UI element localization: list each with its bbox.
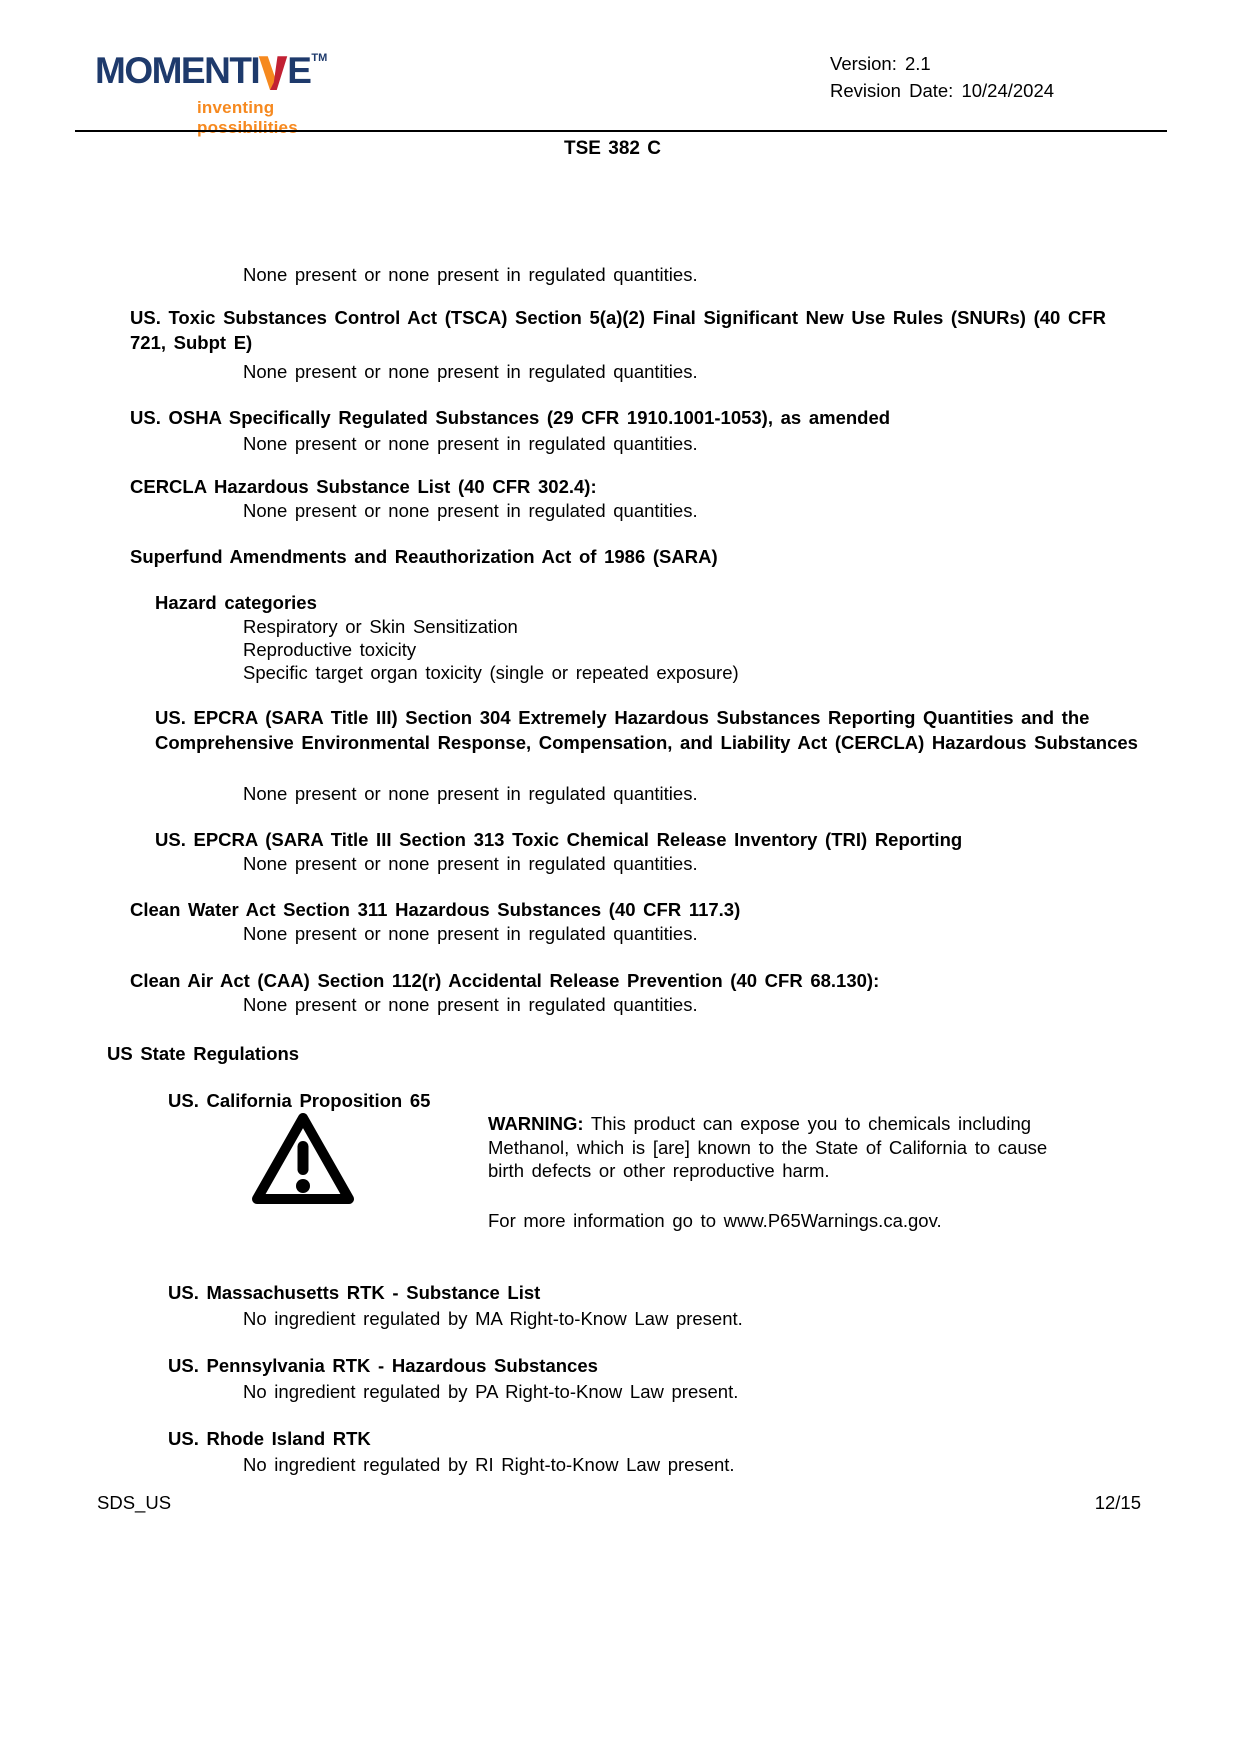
prop65-warning-paragraph [488,1112,1088,1183]
version-text: Version: 2.1 [830,53,931,74]
intro-none-present: None present or none present in regulated quantities. [243,264,698,285]
revision-date-text: Revision Date: 10/24/2024 [830,80,1055,101]
osha-heading: US. OSHA Specifically Regulated Substances (29 CFR 1910.1001-1053), as amended [130,407,891,428]
brand-text-right: E [287,50,311,91]
hazard-category-item: Specific target organ toxicity (single or repeated exposure) [243,662,739,683]
clean-air-heading: Clean Air Act (CAA) Section 112(r) Accidental Release Prevention (40 CFR 68.130): [130,970,880,991]
epcra-304-heading: US. EPCRA (SARA Title III) Section 304 Extremely Hazardous Substances Reporting Quantities and the Comprehensive Environmental Response, Compensation, and Liability Act (CERCLA) Hazardous Substances [155,707,1138,753]
tsca-body: None present or none present in regulated quantities. [243,361,698,382]
rhode-island-rtk-body: No ingredient regulated by RI Right-to-Know Law present. [243,1454,735,1475]
warning-triangle-icon [250,1110,356,1208]
hazard-category-item: Reproductive toxicity [243,639,417,660]
prop65-more-info: For more information go to www.P65Warnings.ca.gov. [488,1210,942,1231]
brand-wordmark [95,50,375,91]
pennsylvania-rtk-body: No ingredient regulated by PA Right-to-Know Law present. [243,1381,739,1402]
massachusetts-rtk-heading: US. Massachusetts RTK - Substance List [168,1282,541,1303]
epcra-313-body: None present or none present in regulated quantities. [243,853,698,874]
sara-heading: Superfund Amendments and Reauthorization Act of 1986 (SARA) [130,546,718,567]
us-state-regulations-heading: US State Regulations [107,1043,300,1064]
clean-air-body: None present or none present in regulated quantities. [243,994,698,1015]
clean-water-heading: Clean Water Act Section 311 Hazardous Substances (40 CFR 117.3) [130,899,741,920]
massachusetts-rtk-body: No ingredient regulated by MA Right-to-Know Law present. [243,1308,743,1329]
cercla-heading: CERCLA Hazardous Substance List (40 CFR 302.4): [130,476,597,497]
epcra-313-heading: US. EPCRA (SARA Title III Section 313 Toxic Chemical Release Inventory (TRI) Reporting [155,829,963,850]
brand-text-left: MOMENTI [95,50,260,91]
tsca-heading: US. Toxic Substances Control Act (TSCA) Section 5(a)(2) Final Significant New Use Rules (SNURs) (40 CFR 721, Subpt E) [130,307,1106,353]
brand-tagline: inventing possibilities [197,98,298,137]
header-divider [75,130,1167,132]
warning-label: WARNING: [488,1113,584,1134]
logo-v-icon [258,52,288,101]
pennsylvania-rtk-heading: US. Pennsylvania RTK - Hazardous Substances [168,1355,598,1376]
product-title: TSE 382 C [564,138,661,159]
hazard-category-item: Respiratory or Skin Sensitization [243,616,518,637]
trademark-symbol: TM [311,52,328,64]
cercla-body: None present or none present in regulated quantities. [243,500,698,521]
osha-body: None present or none present in regulated quantities. [243,433,698,454]
version-info [830,50,1054,104]
footer-page-number: 12/15 [1094,1492,1141,1513]
hazard-categories-heading: Hazard categories [155,592,317,613]
california-prop65-heading: US. California Proposition 65 [168,1090,431,1111]
epcra-304-body: None present or none present in regulated quantities. [243,783,698,804]
clean-water-body: None present or none present in regulated quantities. [243,923,698,944]
warning-text: This product can expose you to chemicals including Methanol, which is [are] known to the State of California to cause birth defects or other reproductive harm. [488,1113,1048,1181]
rhode-island-rtk-heading: US. Rhode Island RTK [168,1428,371,1449]
momentive-logo [95,52,375,138]
footer-doc-id: SDS_US [97,1492,172,1513]
